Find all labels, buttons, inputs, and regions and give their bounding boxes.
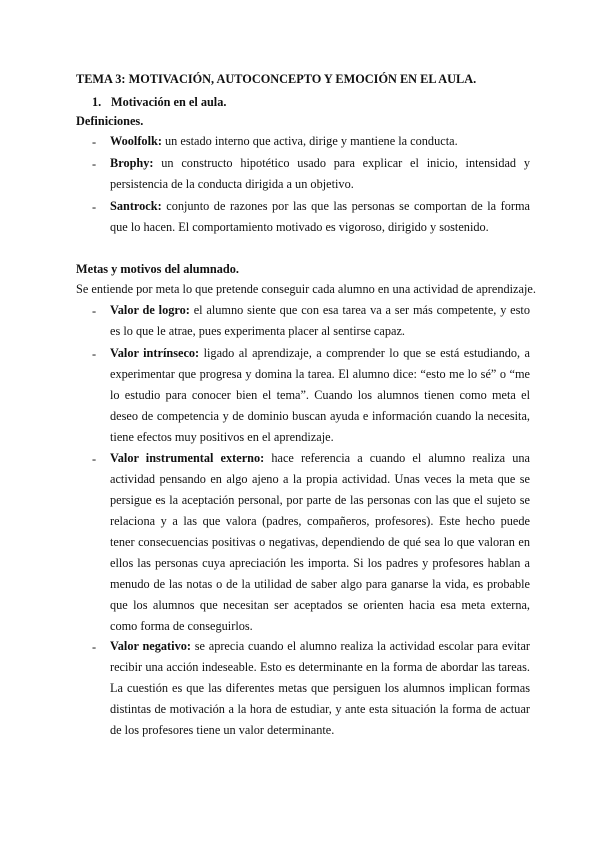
list-bullet: -	[92, 135, 97, 149]
goals-intro: Se entiende por meta lo que pretende conseguir cada alumno en una actividad de aprendizaje.	[76, 282, 536, 296]
page-title: TEMA 3: MOTIVACIÓN, AUTOCONCEPTO Y EMOCIÓN EN EL AULA.	[76, 72, 477, 86]
definition-term: Brophy:	[110, 156, 154, 170]
goal-text: hace referencia a cuando el alumno realiza una actividad pensando en algo ajeno a la propia actividad. Unas veces la meta que se persigue es la aceptación personal, por parte de las personas con las que el sujeto se relaciona y a las que valora (padres, compañeros, profesores). Este hecho puede tener consecuencias positivas o negativas, dependiendo de qué sea lo que valoran en ellos las personas cuya apreciación les importa. Si los padres y profesores hablan a menudo de las notas o de la utilidad de saber algo para ganarse la vida, es probable que los alumnos que necesitan ser aceptados se orienten hacia esa meta externa, como forma de conseguirlos.	[110, 451, 530, 633]
goal-text: el alumno siente que con esa tarea va a ser más competente, y esto es lo que le atrae, pues experimenta placer al sentirse capaz.	[110, 303, 530, 338]
section-number: 1.	[92, 95, 102, 109]
definition-text: conjunto de razones por las que las personas se comportan de la forma que lo hacen. El comportamiento motivado es vigoroso, dirigido y sostenido.	[110, 199, 530, 234]
goal-term: Valor instrumental externo:	[110, 451, 265, 465]
goal-text: se aprecia cuando el alumno realiza la actividad escolar para evitar recibir una acción indeseable. Esto es determinante en la forma de abordar las tareas. La cuestión es que las diferentes metas que persiguen los alumnos implican formas distintas de motivación a la hora de estudiar, y ante esta situación la forma de actuar de los profesores tiene un valor determinante.	[110, 639, 530, 737]
definition-text: un estado interno que activa, dirige y mantiene la conducta.	[161, 134, 458, 148]
list-item	[110, 131, 530, 152]
list-bullet: -	[92, 640, 97, 654]
list-bullet: -	[92, 200, 97, 214]
list-bullet: -	[92, 452, 97, 466]
section-title: Motivación en el aula.	[111, 95, 227, 109]
goals-title: Metas y motivos del alumnado.	[76, 262, 239, 276]
definition-term: Santrock:	[110, 199, 162, 213]
goal-term: Valor intrínseco:	[110, 346, 200, 360]
list-item	[110, 636, 530, 741]
goal-text: ligado al aprendizaje, a comprender lo que se está estudiando, a experimentar que progresa y domina la tarea. El alumno dice: “esto me lo sé” o “me lo estudio para conocer bien el tema”. Cuando los alumnos tienen como meta el deseo de competencia y de dominio buscan ayuda e información cuando la necesita, tiene efectos muy positivos en el aprendizaje.	[110, 346, 530, 444]
list-item	[110, 196, 530, 238]
definitions-title: Definiciones.	[76, 114, 144, 128]
list-bullet: -	[92, 157, 97, 171]
list-item	[110, 448, 530, 637]
list-item	[110, 153, 530, 195]
list-item	[110, 343, 530, 448]
list-bullet: -	[92, 347, 97, 361]
definition-term: Woolfolk:	[110, 134, 162, 148]
goal-term: Valor de logro:	[110, 303, 190, 317]
list-item	[110, 300, 530, 342]
goal-term: Valor negativo:	[110, 639, 191, 653]
list-bullet: -	[92, 304, 97, 318]
definition-text: un constructo hipotético usado para explicar el inicio, intensidad y persistencia de la conducta dirigida a un objetivo.	[110, 156, 530, 191]
